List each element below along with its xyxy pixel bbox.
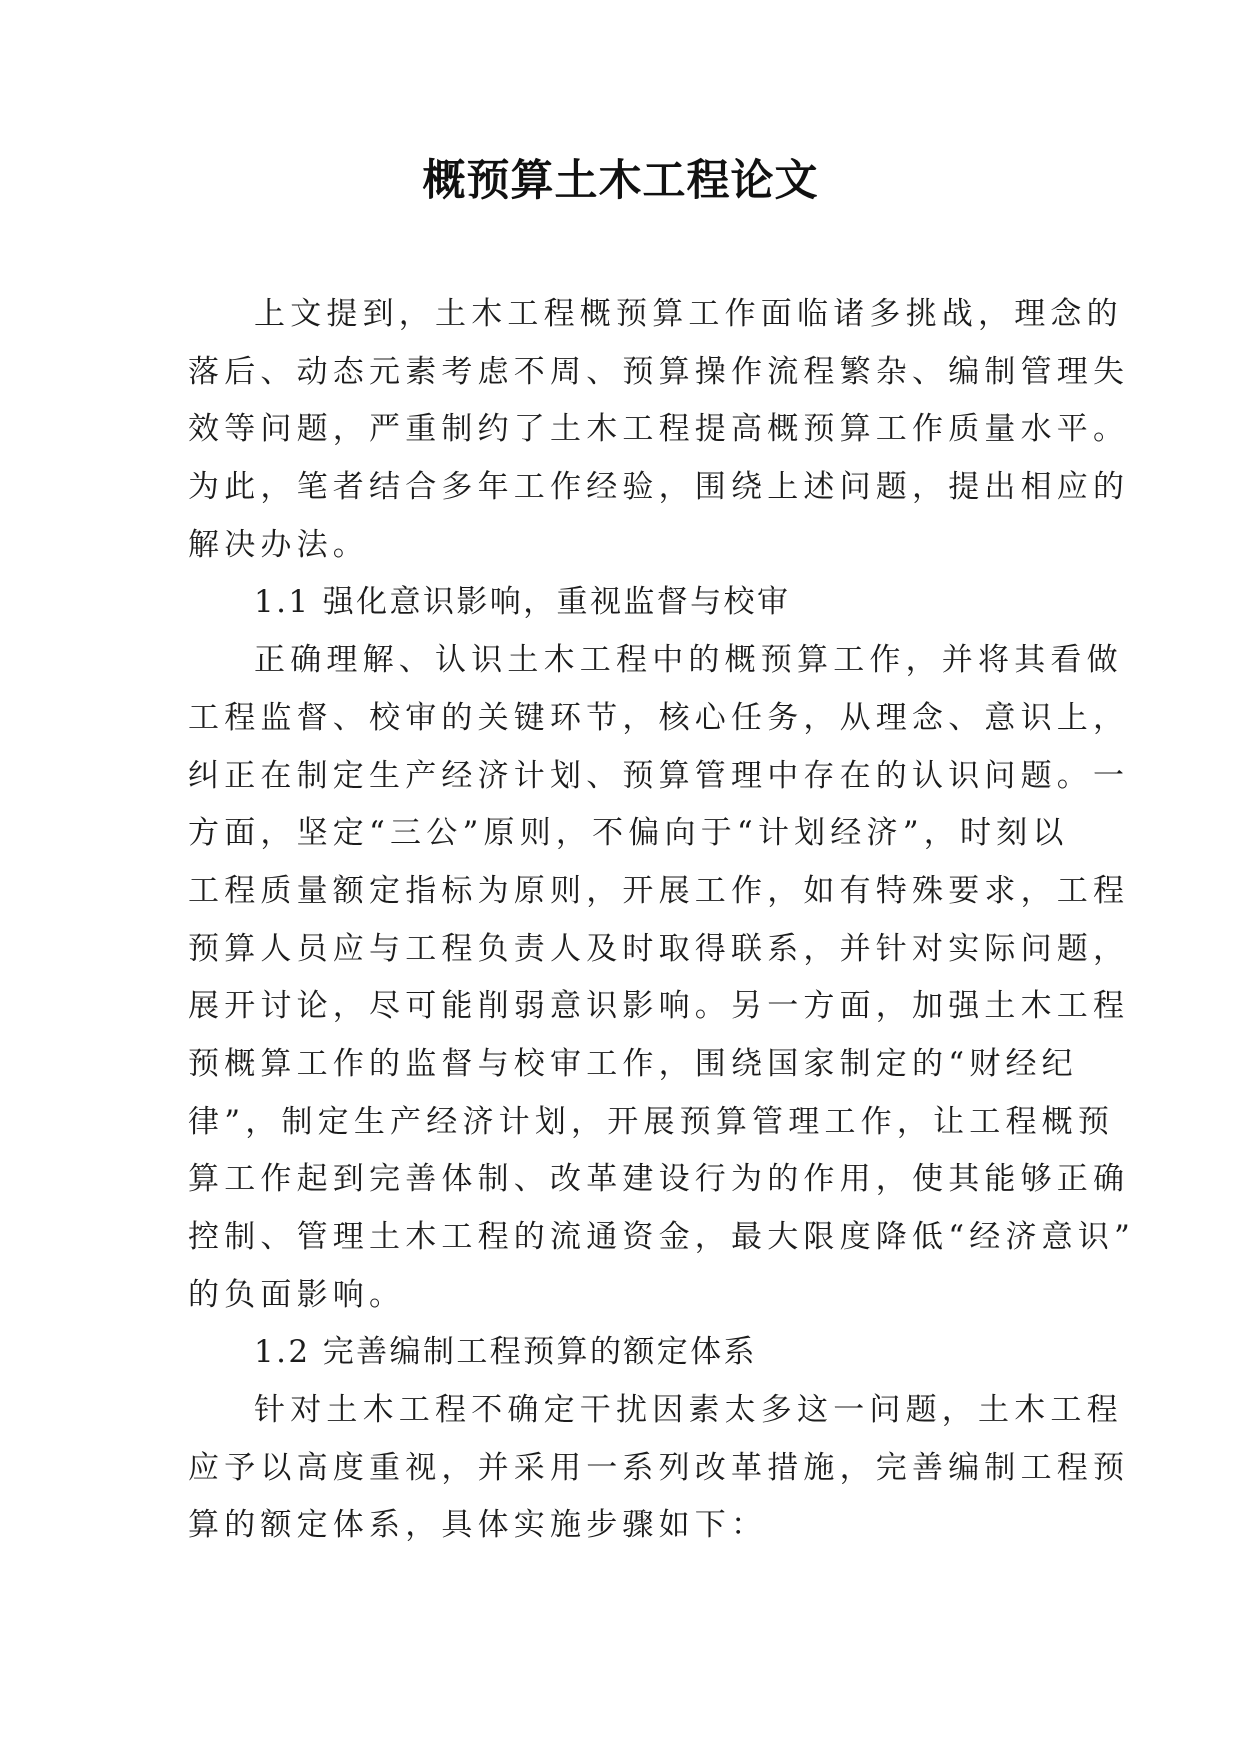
paragraph-line: 解决办法。 — [188, 526, 369, 563]
paragraph-line: 工程质量额定指标为原则，开展工作，如有特殊要求，工程 — [188, 872, 1130, 909]
paragraph-line: 效等问题，严重制约了土木工程提高概预算工作质量水平。 — [188, 411, 1130, 448]
paragraph-line: 展开讨论，尽可能削弱意识影响。另一方面，加强土木工程 — [188, 988, 1130, 1025]
paragraph-line: 应予以高度重视，并采用一系列改革措施，完善编制工程预 — [188, 1449, 1130, 1486]
paragraph-line: 方面，坚定“三公”原则，不偏向于“计划经济”，时刻以 — [188, 815, 1069, 852]
paragraph-line: 上文提到，土木工程概预算工作面临诸多挑战，理念的 — [254, 296, 1123, 332]
paragraph-line: 落后、动态元素考虑不周、预算操作流程繁杂、编制管理失 — [188, 353, 1130, 390]
paragraph-line: 算工作起到完善体制、改革建设行为的作用，使其能够正确 — [188, 1161, 1130, 1198]
paragraph-line: 预算人员应与工程负责人及时取得联系，并针对实际问题， — [188, 930, 1130, 967]
paragraph-line: 控制、管理土木工程的流通资金，最大限度降低“经济意识” — [188, 1219, 1136, 1255]
paragraph-line: 律”，制定生产经济计划，开展预算管理工作，让工程概预 — [188, 1103, 1115, 1140]
section-heading: 1.2 完善编制工程预算的额定体系 — [254, 1334, 757, 1371]
paragraph-line: 的负面影响。 — [188, 1276, 406, 1313]
paragraph-line: 工程监督、校审的关键环节，核心任务，从理念、意识上， — [188, 699, 1130, 736]
paragraph-line: 正确理解、认识土木工程中的概预算工作，并将其看做 — [254, 642, 1123, 679]
paragraph-line: 为此，笔者结合多年工作经验，围绕上述问题，提出相应的 — [188, 469, 1130, 506]
document-title: 概预算土木工程论文 — [422, 156, 819, 206]
paragraph-line: 算的额定体系，具体实施步骤如下： — [188, 1507, 768, 1544]
paragraph-line: 纠正在制定生产经济计划、预算管理中存在的认识问题。一 — [188, 757, 1130, 794]
document-body — [188, 286, 1136, 1555]
section-heading: 1.1 强化意识影响，重视监督与校审 — [254, 584, 791, 621]
paragraph-line: 针对土木工程不确定干扰因素太多这一问题，土木工程 — [254, 1392, 1123, 1429]
paragraph-line: 预概算工作的监督与校审工作，围绕国家制定的“财经纪 — [188, 1045, 1078, 1082]
